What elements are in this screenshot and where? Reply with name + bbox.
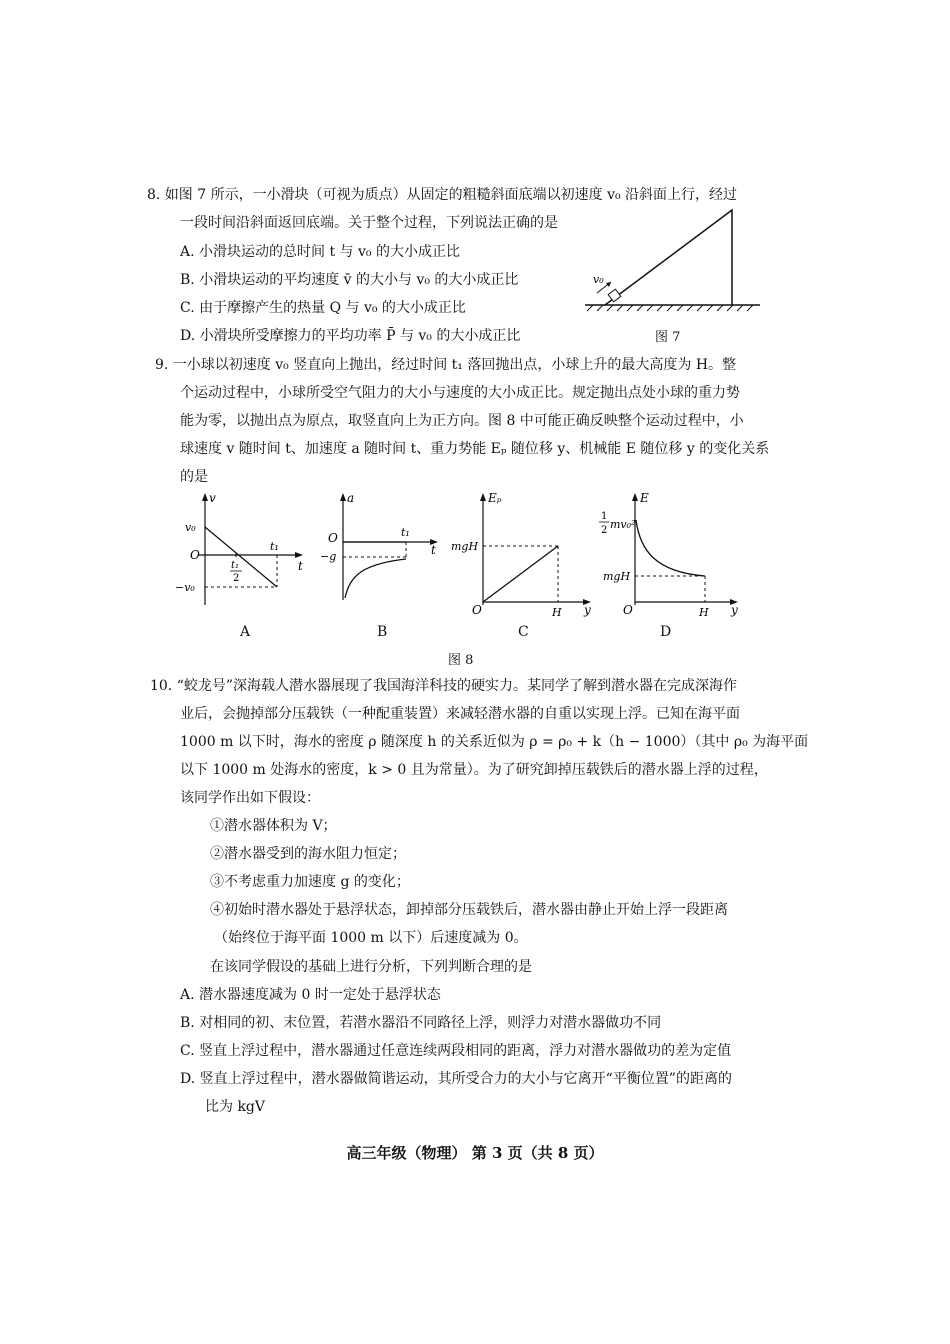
graph-d (595, 490, 745, 620)
graph-d-half-den: 2 (601, 525, 608, 536)
graph-a-letter: A (240, 624, 251, 640)
q8-option-c: C. 由于摩擦产生的热量 Q 与 v₀ 的大小成正比 (180, 300, 466, 316)
q8-option-d: D. 小滑块所受摩擦力的平均功率 P̄ 与 v₀ 的大小成正比 (180, 328, 521, 344)
q10-stem-line5: 该同学作出如下假设： (180, 790, 320, 806)
graph-a-half-t1-den: 2 (233, 573, 240, 584)
graph-b-ylabel: a (347, 491, 355, 505)
figure-7-incline (575, 205, 775, 320)
graph-b-t1: t₁ (401, 526, 410, 539)
q10-option-d: D. 竖直上浮过程中，潜水器做简谐运动，其所受合力的大小与它离开“平衡位置”的距离的 (180, 1071, 732, 1087)
q8-stem-line1: 8. 如图 7 所示，一小滑块（可视为质点）从固定的粗糙斜面底端以初速度 v₀ 沿斜面上行，经过 (147, 187, 738, 203)
q10-option-a: A. 潜水器速度减为 0 时一定处于悬浮状态 (180, 987, 441, 1003)
graph-a-t1: t₁ (270, 540, 279, 553)
graph-a-origin: O (190, 548, 200, 562)
slider-block (608, 289, 621, 302)
graph-d-energy-curve (636, 520, 705, 576)
graph-c-h: H (552, 606, 562, 619)
q10-option-c: C. 竖直上浮过程中，潜水器通过任意连续两段相同的距离，浮力对潜水器做功的差为定值 (180, 1043, 732, 1059)
q10-option-b: B. 对相同的初、末位置，若潜水器沿不同路径上浮，则浮力对潜水器做功不同 (180, 1015, 662, 1031)
q9-stem-line4: 球速度 v 随时间 t、加速度 a 随时间 t、重力势能 Eₚ 随位移 y、机械能 E 随位移 y 的变化关系 (180, 441, 770, 457)
graph-c-ep-line (483, 546, 558, 602)
q10-stem-line3: 1000 m 以下时，海水的密度 ρ 随深度 h 的关系近似为 ρ = ρ₀ + k（h − 1000）（其中 ρ₀ 为海平面 (180, 734, 809, 750)
graph-c-letter: C (518, 624, 529, 640)
q10-assumption-2: ②潜水器受到的海水阻力恒定； (210, 846, 406, 862)
graph-d-mgh: mgH (603, 570, 631, 583)
incline-triangle (605, 210, 732, 305)
graph-d-ylabel: E (640, 491, 649, 505)
graph-a-v0: v₀ (185, 521, 196, 534)
q9-stem-line3: 能为零，以抛出点为原点，取竖直向上为正方向。图 8 中可能正确反映整个运动过程中，小 (180, 413, 744, 429)
graph-a-half-t1-num: t₁ (231, 560, 240, 571)
graph-d-origin: O (623, 603, 633, 617)
graph-a-neg-v0: −v₀ (175, 581, 195, 594)
q9-stem-line1: 9. 一小球以初速度 v₀ 竖直向上抛出，经过时间 t₁ 落回抛出点，小球上升的最大高度为 H。整 (155, 357, 737, 373)
graph-a-xlabel: t (298, 559, 303, 573)
v0-label: v₀ (593, 273, 604, 286)
graph-b-lower-curve (345, 559, 406, 598)
q9-stem-line5: 的是 (180, 469, 208, 485)
q10-stem-line1: 10. “蛟龙号”深海载人潜水器展现了我国海洋科技的硬实力。某同学了解到潜水器在完成深海作 (150, 678, 738, 694)
figure-7-caption: 图 7 (655, 330, 681, 345)
q10-prompt: 在该同学假设的基础上进行分析，下列判断合理的是 (210, 959, 532, 975)
q9-stem-line2: 个运动过程中，小球所受空气阻力的大小与速度的大小成正比。规定抛出点处小球的重力势 (180, 385, 740, 401)
graph-c-ylabel: Eₚ (488, 491, 502, 505)
q10-stem-line4: 以下 1000 m 处海水的密度，k > 0 且为常量）。为了研究卸掉压载铁后的潜水器上浮的过程， (180, 762, 768, 778)
q10-assumption-4: ④初始时潜水器处于悬浮状态，卸掉部分压载铁后，潜水器由静止开始上浮一段距离 (210, 902, 728, 918)
graph-d-letter: D (660, 624, 672, 640)
graph-a-ylabel: v (209, 491, 216, 505)
q10-assumption-3: ③不考虑重力加速度 g 的变化； (210, 874, 410, 890)
q10-assumption-4-cont: （始终位于海平面 1000 m 以下）后速度减为 0。 (214, 930, 528, 946)
graph-b-neg-g: −g (320, 550, 337, 563)
graph-c-mgh: mgH (451, 540, 479, 553)
graph-c-origin: O (472, 603, 482, 617)
graph-b (318, 490, 448, 620)
graph-a (175, 490, 315, 620)
q8-option-a: A. 小滑块运动的总时间 t 与 v₀ 的大小成正比 (180, 244, 460, 260)
page-footer: 高三年级（物理） 第 3 页（共 8 页） (346, 1144, 604, 1162)
q10-assumption-1: ①潜水器体积为 V； (210, 818, 337, 834)
graph-d-half-num: 1 (601, 511, 608, 522)
graph-a-velocity-line (205, 527, 277, 587)
figure-8-caption: 图 8 (448, 653, 474, 668)
q8-option-b: B. 小滑块运动的平均速度 v̄ 的大小与 v₀ 的大小成正比 (180, 272, 519, 288)
graph-c-xlabel: y (584, 603, 591, 617)
graph-d-h: H (699, 606, 709, 619)
q10-stem-line2: 业后，会抛掉部分压载铁（一种配重装置）来减轻潜水器的自重以实现上浮。已知在海平面 (180, 706, 740, 722)
q8-stem-line2: 一段时间沿斜面返回底端。关于整个过程，下列说法正确的是 (180, 215, 558, 231)
graph-d-mv0sq: mv₀² (610, 518, 636, 531)
graph-b-xlabel: t (431, 543, 436, 557)
graph-b-letter: B (377, 624, 388, 640)
graph-c (448, 490, 598, 620)
q10-option-d-cont: 比为 kgV (205, 1099, 266, 1115)
graph-d-xlabel: y (731, 603, 738, 617)
graph-b-origin: O (328, 531, 338, 545)
